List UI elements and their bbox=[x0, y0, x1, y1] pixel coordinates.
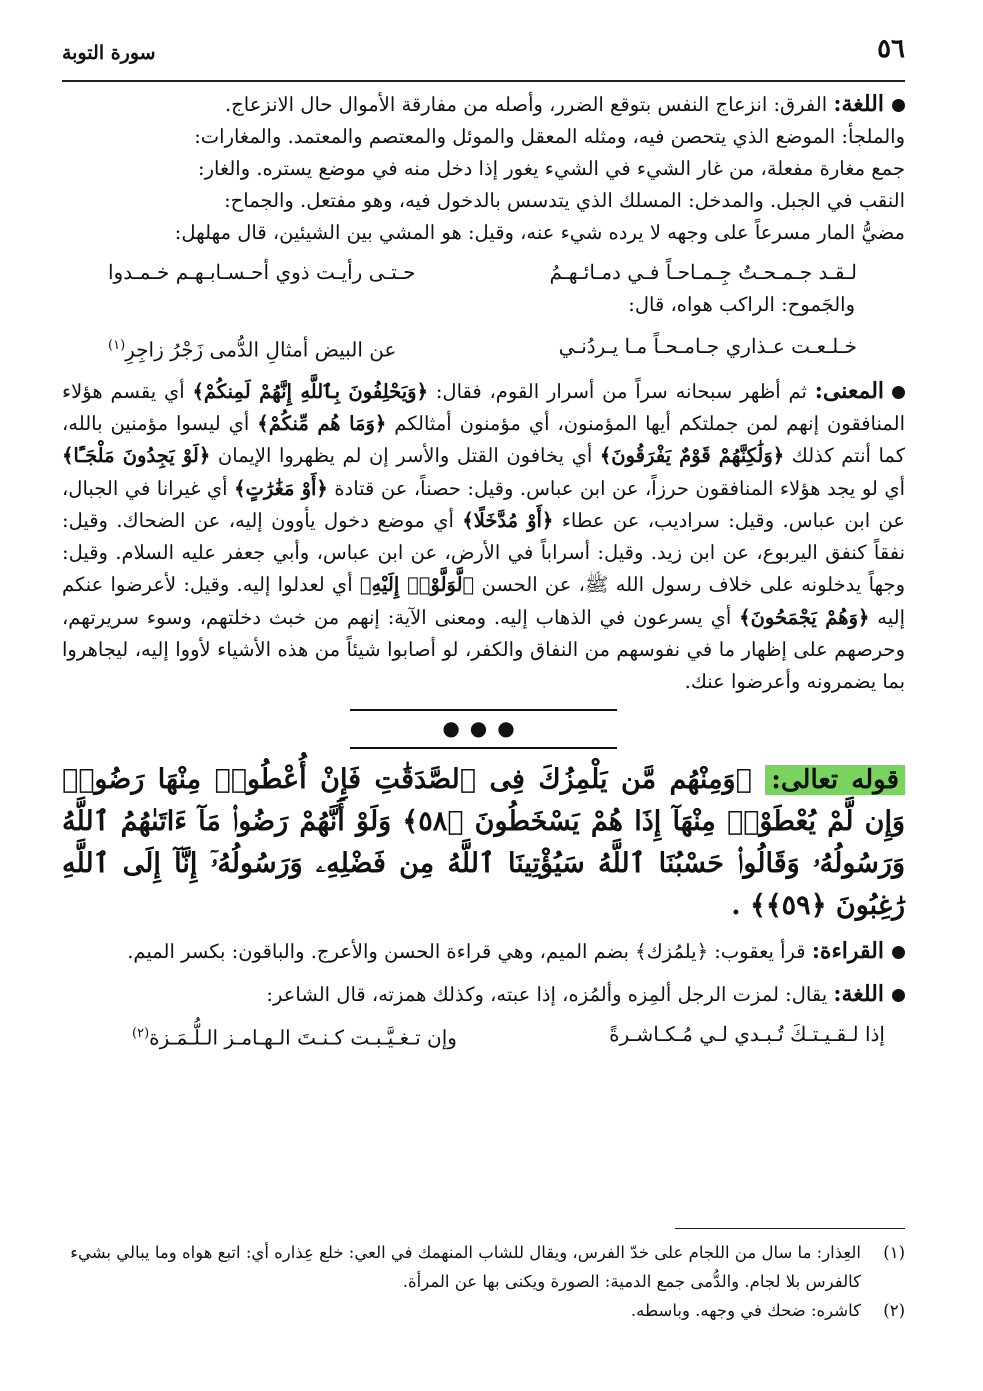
section-label: المعنى: bbox=[814, 377, 885, 404]
footnote-rule bbox=[675, 1228, 905, 1229]
lugha1-line: جمع مغارة مفعلة، من غار الشيء في الشيء يغور إذا دخل منه في موضع يستره. والغار: bbox=[198, 157, 905, 180]
bullet-icon bbox=[892, 946, 905, 959]
footnote-text: العِذار: ما سال من اللجام على خدّ الفرس، ويقال للشاب المنهمك في العي: خلع عِذاره أي: اتبع هواه وما يبالي بشيء كالفرس بلا لجام. والدُّمى جمع الدمية: الصورة ويكنى بها عن المرأة. bbox=[70, 1243, 861, 1291]
maana-text: أي لو يجد هؤلاء المنافقون حرزاً، عن ابن عباس. وقيل: حصناً، عن قتادة bbox=[327, 476, 906, 500]
surah-name: سورة التوبة bbox=[62, 42, 156, 64]
footnote-text: كاشره: ضحك في وجهه. وباسطه. bbox=[630, 1301, 861, 1320]
lugha1-middle-line: والجَموح: الراكب هواه، قال: bbox=[628, 293, 855, 316]
separator-dots: ●●● bbox=[442, 715, 525, 740]
section-label: القراءة: bbox=[811, 937, 884, 964]
ayah-section bbox=[62, 759, 905, 927]
quran-quote: ﴿لَوْ يَجِدُونَ مَلْجَـًٔا﴾ bbox=[62, 444, 211, 468]
qiraa-section bbox=[62, 935, 905, 968]
bullet-icon bbox=[892, 386, 905, 399]
header-rule bbox=[62, 80, 905, 82]
lugha1-line: والملجأ: الموضع الذي يتحصن فيه، ومثله المعقل والموئل والمعتصم والمعتمد. والمغارات: bbox=[194, 125, 905, 148]
footnote-ref: (٢) bbox=[132, 1025, 150, 1041]
qiraa-paragraph bbox=[62, 935, 905, 968]
page-number: ٥٦ bbox=[877, 34, 905, 64]
maana-section bbox=[62, 375, 905, 699]
page-content bbox=[62, 88, 905, 1054]
bullet-icon bbox=[892, 989, 905, 1002]
qiraa-text: قرأ يعقوب: ﴿يلمُزك﴾ بضم الميم، وهي قراءة الحسن والأعرج. والباقون: بكسر الميم. bbox=[127, 939, 806, 963]
verse-hemistich-right: لـقـد جـمـحـتُ جِـمـاحـاً فـي دمـائـهـمُ bbox=[549, 260, 857, 284]
quran-quote: ﴿وَمَا هُم مِّنكُمْ﴾ bbox=[257, 411, 387, 435]
maana-paragraph bbox=[62, 375, 905, 699]
quran-quote: ﴿وَلَٰكِنَّهُمْ قَوْمٌ يَفْرَقُونَ﴾ bbox=[599, 444, 785, 468]
ayah-title: قوله تعالى: bbox=[765, 765, 905, 795]
maana-text: أي يخافون القتل والأسر إن لم يظهروا الإيمان bbox=[210, 444, 600, 468]
quran-quote: ﴿وَهُمْ يَجْمَحُونَ﴾ bbox=[739, 605, 870, 629]
maana-text: أي يسرعون في الذهاب إليه. ومعنى الآية: إنهم من خبث دخلتهم، وسوء سريرتهم، وحرصهم على إظهار ما في نفوسهم من النفاق والكفر، لو أصابوا شيئاً من هذه الأشياء لأووا إليه، ليجاهروا بما يضمرونه وأعرضوا عنك. bbox=[62, 605, 905, 694]
page-header bbox=[62, 34, 905, 78]
verse-hemistich-left-wrap bbox=[108, 329, 396, 367]
footnotes bbox=[62, 1238, 905, 1325]
quran-quote: ﴿لَّوَلَّوْا۟ إِلَيْهِ﴾ bbox=[359, 573, 475, 597]
lugha1-line: النقب في الجبل. والمدخل: المسلك الذي يتدسس بالدخول فيه، وهو مفتعل. والجماح: bbox=[224, 189, 905, 212]
maana-text: أي موضع دخول يأوون إليه، عن الضحاك. وقيل: نفقاً كنفق اليربوع، عن ابن زيد. وقيل: أسراباً في الأرض، عن ابن عباس، وأبي جعفر عليه السلام. وقيل: وجهاً يدخلونه على خلاف رسول الله ﷺ، عن الحسن bbox=[62, 508, 905, 597]
lugha-section-1 bbox=[62, 88, 905, 367]
quran-quote: ﴿أَوْ مُدَّخَلًا﴾ bbox=[462, 508, 554, 532]
lugha1-line bbox=[62, 88, 905, 121]
quran-quote: ﴿وَيَحْلِفُونَ بِٱللَّهِ إِنَّهُمْ لَمِنكُمْ﴾ bbox=[192, 379, 429, 403]
separator-line-bottom bbox=[350, 747, 617, 749]
footnote-ref: (١) bbox=[108, 338, 126, 353]
separator-line-top bbox=[350, 709, 617, 711]
verse-hemistich-left: وإن تـغـيَّـبـت كـنـتَ الـهـامـز الـلُّـمَـزة bbox=[149, 1025, 457, 1050]
section-separator bbox=[62, 703, 905, 755]
lugha-section-2 bbox=[62, 978, 905, 1055]
ayah-text: ﴿وَمِنْهُم مَّن يَلْمِزُكَ فِى ٱلصَّدَقَٰتِ فَإِنْ أُعْطُوا۟ مِنْهَا رَضُوا۟ وَإِن لَّمْ يُعْطَوْا۟ مِنْهَآ إِذَا هُمْ يَسْخَطُونَ ﴿٥٨﴾ وَلَوْ أَنَّهُمْ رَضُوا۟ مَآ ءَاتَىٰهُمُ ٱللَّهُ وَرَسُولُهُۥ وَقَالُوا۟ حَسْبُنَا ٱللَّهُ سَيُؤْتِينَا ٱللَّهُ مِن فَضْلِهِۦ وَرَسُولُهُۥٓ إِنَّآ إِلَى ٱللَّهِ رَٰغِبُونَ ﴿٥٩﴾﴾ . bbox=[62, 763, 906, 921]
lugha2-paragraph bbox=[62, 978, 905, 1011]
ayah-paragraph bbox=[62, 759, 905, 927]
maana-text: أي يقسم هؤلاء المنافقون إنهم لمن جملتكم أيها المؤمنون، أي مؤمنون أمثالكم bbox=[62, 379, 906, 435]
footnote bbox=[62, 1296, 905, 1325]
maana-text: أي ليسوا مؤمنين بالله، كما أنتم كذلك bbox=[62, 411, 905, 468]
verse-hemistich-right: إذا لـقـيـتـكَ تُـبـدي لـي مُـكـاشـرةً bbox=[609, 1021, 885, 1046]
lugha2-text: يقال: لمزت الرجل ألمِزه وألمُزه، إذا عبته، وكذلك همزته، قال الشاعر: bbox=[266, 982, 828, 1006]
footnote bbox=[62, 1238, 905, 1296]
quran-quote: ﴿أَوْ مَغَٰرَٰتٍ﴾ bbox=[234, 476, 328, 500]
maana-text: أي غيرانا في الجبال، عن ابن عباس. وقيل: سراديب، عن عطاء bbox=[62, 476, 905, 532]
verse-hemistich-left-wrap bbox=[132, 1017, 457, 1055]
lugha1-text: الفرق: انزعاج النفس بتوقع الضرر، وأصله من مفارقة الأموال حال الانزعاج. bbox=[224, 93, 828, 116]
footnote-number: (٢) bbox=[883, 1301, 905, 1320]
verse-hemistich-left: عن البيض أمثالِ الدُّمى زَجْرُ زاجِرِ bbox=[125, 337, 397, 362]
maana-text: أي لعدلوا إليه. وقيل: لأعرضوا عنكم إليه bbox=[62, 573, 905, 629]
maana-text: ثم أظهر سبحانه سراً من أسرار القوم، فقال: bbox=[428, 379, 807, 403]
verse-hemistich-left: حـتـى رأيـت ذوي أحـسـابـهـم خـمـدوا bbox=[108, 260, 416, 284]
footnote-number: (١) bbox=[883, 1243, 905, 1262]
lugha1-line: مضيُّ المار مسرعاً على وجهه لا يرده شيء عنه، وقيل: هو المشي بين الشيئين، قال مهلهل: bbox=[174, 221, 905, 244]
section-label: اللغة: bbox=[833, 91, 884, 117]
poem-verse bbox=[62, 1017, 905, 1055]
poem-verse bbox=[62, 329, 905, 367]
poem-verse bbox=[62, 255, 905, 289]
verse-hemistich-right: خـلـعـت عـذاري جـامـحـاً مـا يـردُنـي bbox=[558, 334, 857, 358]
bullet-icon bbox=[892, 99, 905, 112]
section-label: اللغة: bbox=[833, 980, 884, 1007]
